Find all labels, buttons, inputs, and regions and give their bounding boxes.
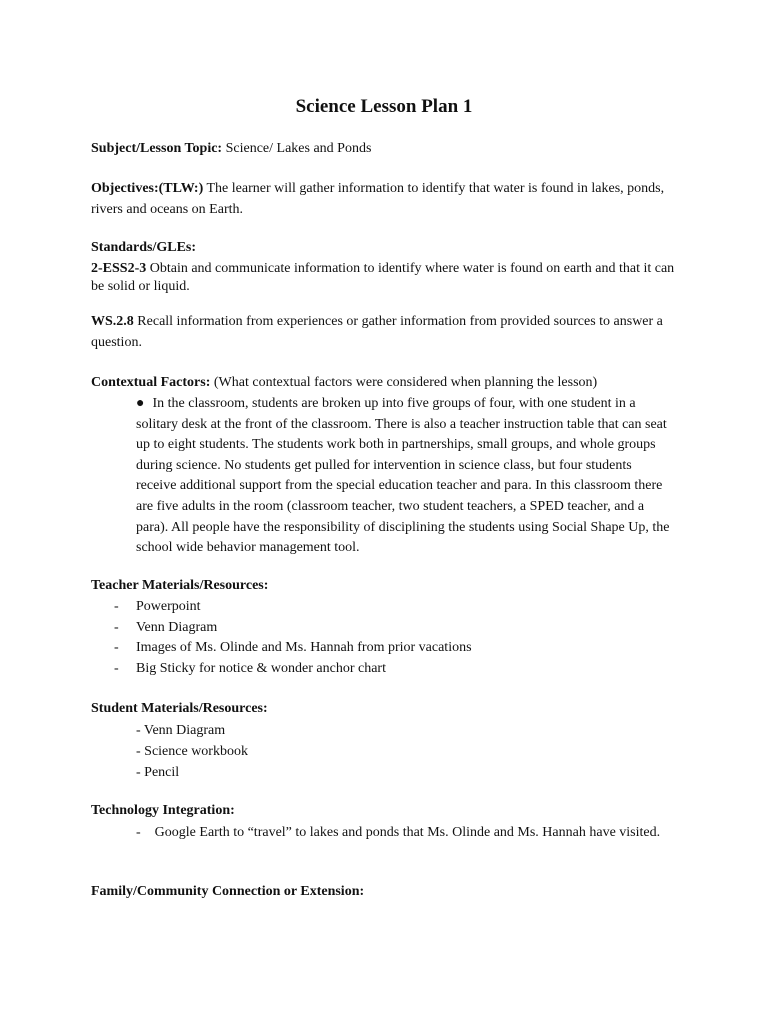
- contextual-factors-label: Contextual Factors:: [91, 375, 211, 390]
- list-item: - Venn Diagram: [136, 723, 226, 738]
- list-item: - Big Sticky for notice & wonder anchor chart: [114, 659, 472, 680]
- bullet-icon: ●: [136, 396, 145, 411]
- dash-icon: -: [136, 825, 141, 840]
- objectives-text: The learner will gather information to identify that water is found in lakes, ponds, rivers and oceans on Earth.: [91, 181, 665, 217]
- family-connection-heading: Family/Community Connection or Extension:: [91, 884, 365, 899]
- standard-code: WS.2.8: [91, 314, 134, 329]
- student-materials-heading: Student Materials/Resources:: [91, 701, 268, 716]
- standard-text: Obtain and communicate information to identify where water is found on earth and that it can be solid or liquid.: [91, 261, 675, 294]
- dash-icon: -: [114, 619, 119, 635]
- technology-heading: Technology Integration:: [91, 803, 235, 818]
- standards-heading: Standards/GLEs:: [91, 240, 197, 255]
- document-title: Science Lesson Plan 1: [295, 96, 473, 117]
- standard-code: 2-ESS2-3: [91, 261, 147, 276]
- teacher-materials-list: [114, 597, 472, 679]
- contextual-factors-text: In the classroom, students are broken up into five groups of four, with one student in a solitary desk at the front of the classroom. There is also a teacher instruction table that can seat up to eight students. The students work both in partnerships, small groups, and whole groups during science. No students get pulled for intervention in science class, but four students receive additional support from the special education teacher and para. In this classroom there are five adults in the room (classroom teacher, two student teachers, a SPED teacher, and a para). All people have the responsibility of disciplining the students using Social Shape Up, the school wide behavior management tool.: [136, 396, 670, 556]
- standard-item: [91, 312, 681, 353]
- dash-icon: -: [114, 599, 119, 614]
- list-item: - Images of Ms. Olinde and Ms. Hannah from prior vacations: [114, 638, 472, 659]
- list-item: - Venn Diagram: [114, 618, 472, 639]
- contextual-factors-line: [91, 373, 711, 394]
- contextual-factors-intro: (What contextual factors were considered when planning the lesson): [210, 375, 598, 390]
- teacher-materials-heading: Teacher Materials/Resources:: [91, 578, 269, 593]
- objectives-label: Objectives:(TLW:): [91, 181, 204, 196]
- list-item: - Pencil: [136, 765, 180, 780]
- dash-icon: -: [114, 640, 119, 655]
- student-materials-list: [136, 720, 248, 783]
- technology-item: [136, 822, 676, 843]
- standard-text: Recall information from experiences or gather information from provided sources to answer a question.: [91, 314, 663, 350]
- standard-item: [91, 260, 681, 296]
- dash-icon: -: [114, 660, 119, 676]
- subject-label: Subject/Lesson Topic:: [91, 141, 223, 156]
- subject-value: Science/ Lakes and Ponds: [222, 141, 372, 156]
- objectives-paragraph: [91, 179, 681, 220]
- subject-line: [91, 139, 681, 160]
- list-item: - Science workbook: [136, 744, 248, 759]
- list-item: - Powerpoint: [114, 597, 472, 618]
- contextual-factors-bullet: [136, 394, 672, 559]
- technology-text: Google Earth to “travel” to lakes and ponds that Ms. Olinde and Ms. Hannah have visited.: [154, 825, 661, 840]
